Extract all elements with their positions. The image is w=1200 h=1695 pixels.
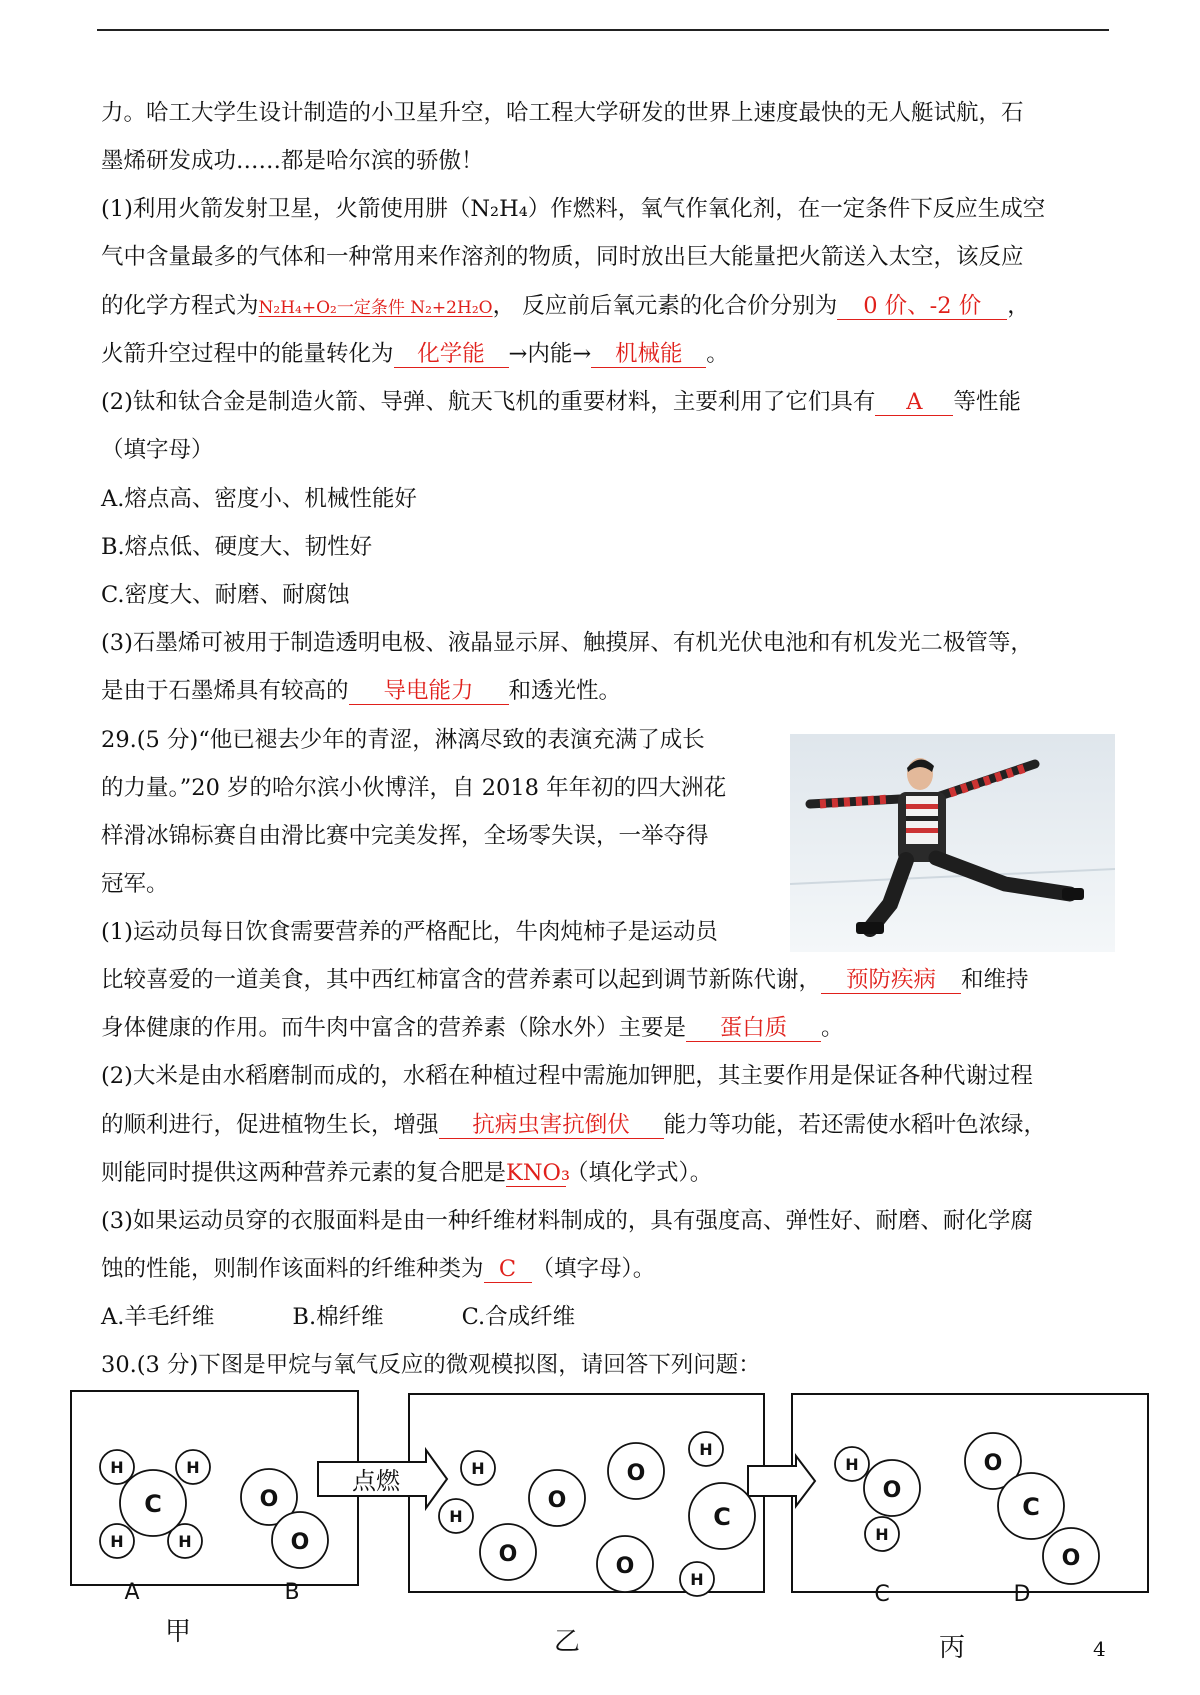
svg-text:H: H [186, 1458, 200, 1477]
q3-text: 和透光性。 [508, 678, 622, 704]
q29-line: 冠军。 [101, 871, 169, 897]
label-B: B [284, 1580, 300, 1605]
q1-line: 气中含量最多的气体和一种常用来作溶剂的物质，同时放出巨大能量把火箭送入太空，该反应 [101, 244, 1024, 270]
label-jia: 甲 [164, 1617, 192, 1647]
q2-line: （填字母） [101, 437, 214, 463]
answer-q3: 导电能力 [349, 678, 509, 705]
q1-text: ， 反应前后氧元素的化合价分别为 [492, 293, 838, 319]
q2-text: 等性能 [953, 389, 1021, 415]
q3-line: (3)石墨烯可被用于制造透明电极、液晶显示屏、触摸屏、有机光伏电池和有机发光二极管等， [101, 630, 1033, 656]
page-number: 4 [1093, 1637, 1106, 1661]
q3-text: 是由于石墨烯具有较高的 [101, 678, 349, 704]
svg-text:H: H [690, 1570, 704, 1589]
answer-q29-2b: KNO₃ [506, 1160, 570, 1186]
answer-valence: 0 价、-2 价 [837, 293, 1007, 320]
svg-text:O: O [615, 1554, 635, 1579]
paragraph-line: 力。哈工大学生设计制造的小卫星升空，哈工程大学研发的世界上速度最快的无人艇试航，石 [101, 100, 1024, 126]
option-b: B.棉纤维 [292, 1304, 384, 1330]
q2-text: (2)钛和钛合金是制造火箭、导弹、航天飞机的重要材料，主要利用了它们具有 [101, 389, 876, 415]
answer-q29-1a: 预防疾病 [821, 967, 961, 994]
answer-energy-1: 化学能 [394, 341, 509, 368]
q30-line: 30.(3 分)下图是甲烷与氧气反应的微观模拟图，请回答下列问题： [101, 1352, 761, 1378]
svg-text:H: H [875, 1525, 889, 1544]
q29-line: 样滑冰锦标赛自由滑比赛中完美发挥，全场零失误，一举夺得 [101, 823, 709, 849]
q29-line: (3)如果运动员穿的衣服面料是由一种纤维材料制成的，具有强度高、弹性好、耐磨、耐化学腐 [101, 1208, 1033, 1234]
answer-energy-2: 机械能 [591, 341, 706, 368]
option-a: A.熔点高、密度小、机械性能好 [101, 486, 417, 512]
option-c: C.合成纤维 [461, 1304, 576, 1330]
answer-q29-1b: 蛋白质 [686, 1015, 821, 1042]
answer-q29-2a: 抗病虫害抗倒伏 [439, 1112, 664, 1139]
q29-text: 比较喜爱的一道美食，其中西红柿富含的营养素可以起到调节新陈代谢， [101, 967, 822, 993]
q1-text: 。 [706, 341, 729, 367]
svg-text:C: C [144, 1490, 162, 1518]
label-C: C [874, 1582, 890, 1607]
svg-text:O: O [1061, 1546, 1081, 1571]
arrow-label: 点燃 [352, 1467, 400, 1495]
answer-equation: N₂H₄+O₂一定条件 N₂+2H₂O [258, 298, 493, 318]
label-A: A [124, 1580, 140, 1605]
q29-text: 身体健康的作用。而牛肉中富含的营养素（除水外）主要是 [101, 1015, 687, 1041]
label-D: D [1013, 1582, 1031, 1607]
svg-text:O: O [547, 1488, 567, 1513]
option-b: B.熔点低、硬度大、韧性好 [101, 534, 373, 560]
q29-line: 的力量。”20 岁的哈尔滨小伙博洋，自 2018 年年初的四大洲花 [101, 775, 727, 801]
svg-text:H: H [449, 1507, 463, 1526]
svg-text:O: O [882, 1478, 902, 1503]
q29-text: （填化学式）。 [566, 1160, 713, 1186]
svg-text:H: H [110, 1532, 124, 1551]
q29-text: 蚀的性能，则制作该面料的纤维种类为 [101, 1256, 484, 1282]
svg-text:H: H [845, 1455, 859, 1474]
svg-text:H: H [178, 1532, 192, 1551]
q1-text: 火箭升空过程中的能量转化为 [101, 341, 394, 367]
svg-text:H: H [471, 1459, 485, 1478]
label-bing: 丙 [938, 1633, 966, 1663]
q29-text: 和维持 [961, 967, 1029, 993]
q1-line: (1)利用火箭发射卫星，火箭使用肼（N₂H₄）作燃料，氧气作氧化剂，在一定条件下反应生成空 [101, 196, 1046, 222]
svg-text:H: H [699, 1440, 713, 1459]
q29-line: (2)大米是由水稻磨制而成的，水稻在种植过程中需施加钾肥，其主要作用是保证各种代谢过程 [101, 1063, 1033, 1089]
q29-text: 能力等功能，若还需使水稻叶色浓绿， [663, 1112, 1047, 1138]
svg-text:O: O [290, 1530, 310, 1555]
answer-q2: A [875, 389, 953, 416]
q29-text: 。 [821, 1015, 844, 1041]
q29-line: (1)运动员每日饮食需要营养的严格配比，牛肉炖柿子是运动员 [101, 919, 718, 945]
svg-text:C: C [1022, 1493, 1040, 1521]
q29-line: 29.(5 分)“他已褪去少年的青涩，淋漓尽致的表演充满了成长 [101, 727, 705, 753]
paragraph-line: 墨烯研发成功……都是哈尔滨的骄傲！ [101, 148, 484, 174]
label-yi: 乙 [553, 1627, 581, 1657]
q1-text: →内能→ [508, 341, 592, 367]
q29-text: （填字母）。 [531, 1256, 656, 1282]
q1-text: 的化学方程式为 [101, 293, 259, 319]
svg-text:H: H [110, 1458, 124, 1477]
svg-text:O: O [626, 1461, 646, 1486]
svg-text:O: O [498, 1542, 518, 1567]
answer-q29-3: C [484, 1256, 532, 1283]
option-c: C.密度大、耐磨、耐腐蚀 [101, 582, 350, 608]
svg-text:O: O [983, 1451, 1003, 1476]
q1-text: ， [1007, 293, 1030, 319]
q29-text: 的顺利进行，促进植物生长，增强 [101, 1112, 439, 1138]
box-labels [165, 1617, 965, 1663]
q29-text: 则能同时提供这两种营养元素的复合肥是 [101, 1160, 507, 1186]
svg-text:C: C [713, 1503, 731, 1531]
option-a: A.羊毛纤维 [101, 1304, 215, 1330]
svg-text:O: O [259, 1487, 279, 1512]
